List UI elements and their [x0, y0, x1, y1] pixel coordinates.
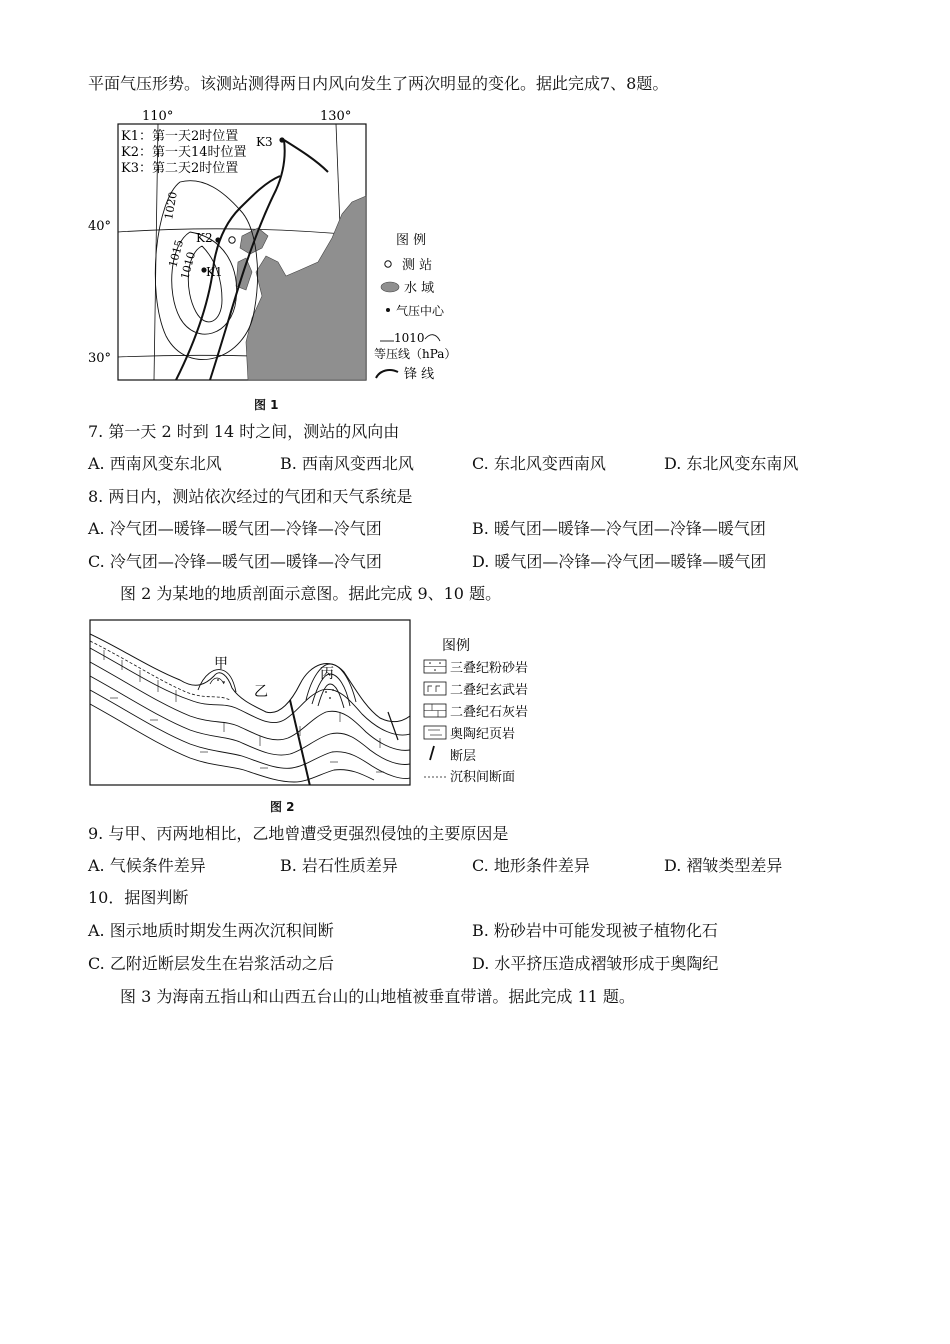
k2-label: K2 — [196, 231, 213, 245]
q8-stem: 8. 两日内，测站依次经过的气团和天气系统是 — [88, 487, 413, 506]
k1-label: K1 — [206, 265, 223, 279]
legend-water-icon — [381, 282, 399, 292]
stratum-line-1 — [90, 648, 410, 735]
legend-siltstone-label: 三叠纪粉砂岩 — [450, 661, 529, 676]
q10-option-d: D. 水平挤压造成褶皱形成于奥陶纪 — [472, 954, 719, 973]
label-bing: 丙 — [320, 666, 334, 682]
k3-label: K3 — [256, 135, 273, 149]
intro-text-q9-10: 图 2 为某地的地质剖面示意图。据此完成 9、10 题。 — [120, 584, 502, 603]
legend-front-label: 锋 线 — [404, 367, 435, 382]
siltstone-dots — [217, 679, 334, 699]
legend-isobar-value: 1010 — [394, 331, 425, 345]
stratum-line-5 — [90, 704, 374, 782]
legend-unconformity-label: 沉积间断面 — [450, 770, 516, 785]
k1-description: K1：第一天2时位置 — [121, 129, 239, 144]
q9-option-b: B. 岩石性质差异 — [280, 856, 398, 875]
fault-line-2 — [388, 712, 398, 740]
q9-option-d: D. 褶皱类型差异 — [664, 856, 783, 875]
legend-limestone-swatch — [424, 704, 446, 717]
legend-limestone-label: 二叠纪石灰岩 — [450, 705, 529, 720]
q8-option-a: A. 冷气团—暖锋—暖气团—冷锋—冷气团 — [88, 519, 382, 538]
q10-option-a: A. 图示地质时期发生两次沉积间断 — [88, 921, 334, 940]
figure-1-caption: 图 1 — [254, 398, 279, 412]
q8-option-b: B. 暖气团—暖锋—冷气团—冷锋—暖气团 — [472, 519, 766, 538]
q9-option-a: A. 气候条件差异 — [88, 856, 206, 875]
intro-text-q7-8: 平面气压形势。该测站测得两日内风向发生了两次明显的变化。据此完成7、8题。 — [88, 74, 669, 93]
k3-description: K3：第二天2时位置 — [121, 161, 239, 176]
k2-description: K2：第一天14时位置 — [121, 145, 247, 160]
isobar-label-1010: 1010 — [178, 250, 199, 281]
legend-isobar-tail — [425, 335, 440, 341]
figure-2-caption: 图 2 — [270, 800, 295, 814]
station-marker — [229, 237, 235, 243]
section-strata — [90, 634, 410, 786]
isobar-label-1020: 1020 — [162, 190, 180, 221]
q7-option-b: B. 西南风变西北风 — [280, 454, 414, 473]
q8-option-c: C. 冷气团—冷锋—暖气团—暖锋—冷气团 — [88, 552, 382, 571]
legend-station-label: 测 站 — [402, 258, 433, 273]
legend-fault-icon — [430, 746, 434, 760]
legend-isobar-label: 等压线（hPa） — [374, 347, 457, 361]
q9-stem: 9. 与甲、丙两地相比，乙地曾遭受更强烈侵蚀的主要原因是 — [88, 824, 509, 843]
lat-40-line — [118, 229, 366, 236]
q7-stem: 7. 第一天 2 时到 14 时之间，测站的风向由 — [88, 422, 400, 441]
front-line-3 — [284, 140, 328, 172]
lat-label-30: 30° — [88, 351, 112, 366]
stratum-top-surface — [90, 634, 410, 722]
lat-label-40: 40° — [88, 219, 112, 234]
legend-center-icon — [386, 308, 390, 312]
figure-1-weather-map — [0, 0, 950, 420]
section-frame — [90, 620, 410, 785]
shale-pattern — [110, 698, 384, 772]
legend-shale-swatch — [424, 726, 446, 739]
q10-option-b: B. 粉砂岩中可能发现被子植物化石 — [472, 921, 718, 940]
legend-front-icon — [376, 370, 398, 378]
figure-2-geologic-section — [0, 600, 950, 800]
legend-shale-label: 奥陶纪页岩 — [450, 727, 516, 742]
label-yi: 乙 — [254, 684, 268, 700]
isobar-label-1015: 1015 — [166, 238, 187, 269]
q8-option-d: D. 暖气团—冷锋—冷气团—暖锋—暖气团 — [472, 552, 767, 571]
legend-station-icon — [385, 261, 391, 267]
q7-option-c: C. 东北风变西南风 — [472, 454, 606, 473]
q7-option-a: A. 西南风变东北风 — [88, 454, 222, 473]
q10-option-c: C. 乙附近断层发生在岩浆活动之后 — [88, 954, 334, 973]
legend-title: 图 例 — [396, 233, 427, 248]
legend-water-label: 水 域 — [404, 281, 435, 296]
q10-stem: 10．据图判断 — [88, 888, 189, 907]
q9-option-c: C. 地形条件差异 — [472, 856, 590, 875]
intro-text-q11: 图 3 为海南五指山和山西五台山的山地植被垂直带谱。据此完成 11 题。 — [120, 987, 635, 1006]
fig2-legend-title: 图例 — [442, 638, 470, 654]
water-body-sea — [246, 196, 366, 380]
legend-fault-label: 断层 — [450, 749, 477, 764]
legend-basalt-label: 二叠纪玄武岩 — [450, 683, 529, 698]
legend-siltstone-swatch — [424, 660, 446, 673]
pressure-center-k3 — [279, 137, 284, 142]
dome-jia-inner — [210, 678, 224, 684]
lon-label-110: 110° — [142, 109, 174, 124]
fault-line — [290, 700, 310, 786]
legend-basalt-swatch — [424, 682, 446, 695]
legend-center-label: 气压中心 — [396, 304, 445, 318]
q7-option-d: D. 东北风变东南风 — [664, 454, 799, 473]
label-jia: 甲 — [214, 656, 228, 672]
lon-label-130: 130° — [320, 109, 352, 124]
pressure-center-k2 — [215, 237, 220, 242]
